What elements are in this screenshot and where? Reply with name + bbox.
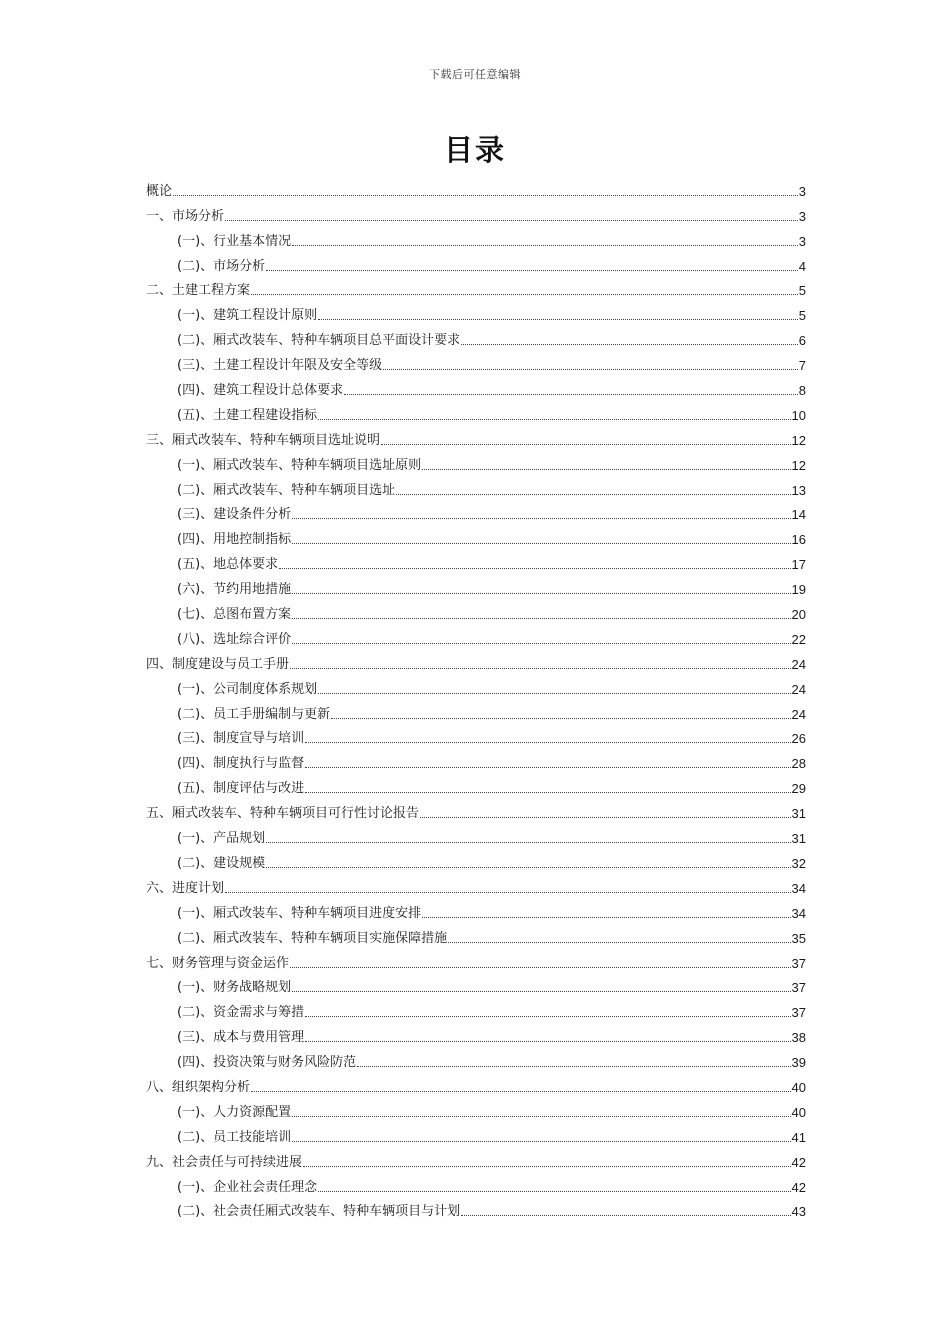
toc-entry[interactable] xyxy=(146,299,806,324)
toc-entry-page-number: 37 xyxy=(791,1005,806,1021)
toc-entry-label: (六)、节约用地措施 xyxy=(177,582,292,598)
toc-entry-page-number: 35 xyxy=(791,930,806,946)
toc-entry-label: (四)、建筑工程设计总体要求 xyxy=(177,383,344,399)
toc-entry[interactable] xyxy=(146,499,806,524)
toc-entry[interactable] xyxy=(146,797,806,822)
toc-entry-page-number: 20 xyxy=(791,607,806,623)
toc-entry-label: (一)、公司制度体系规划 xyxy=(177,681,318,697)
toc-entry-label: 八、组织架构分析 xyxy=(146,1079,251,1095)
toc-entry-page-number: 16 xyxy=(791,532,806,548)
dot-leader xyxy=(305,766,790,768)
toc-entry-label: 七、财务管理与资金运作 xyxy=(146,955,290,971)
toc-entry-page-number: 22 xyxy=(791,631,806,647)
toc-entry-page-number: 24 xyxy=(791,706,806,722)
dot-leader xyxy=(292,517,790,519)
toc-entry[interactable] xyxy=(146,747,806,772)
dot-leader xyxy=(422,916,790,918)
dot-leader xyxy=(225,219,798,221)
dot-leader xyxy=(266,866,790,868)
toc-entry-label: (二)、社会责任厢式改装车、特种车辆项目与计划 xyxy=(177,1204,461,1220)
toc-entry[interactable] xyxy=(146,1146,806,1171)
toc-entry-page-number: 28 xyxy=(791,756,806,772)
toc-entry[interactable] xyxy=(146,424,806,449)
toc-entry-page-number: 42 xyxy=(791,1179,806,1195)
toc-entry-label: (二)、建设规模 xyxy=(177,855,266,871)
toc-entry-page-number: 24 xyxy=(791,656,806,672)
dot-leader xyxy=(290,966,791,968)
toc-entry-page-number: 40 xyxy=(791,1104,806,1120)
toc-entry-page-number: 34 xyxy=(791,880,806,896)
dot-leader xyxy=(266,841,790,843)
dot-leader xyxy=(461,1214,790,1216)
toc-entry[interactable] xyxy=(146,947,806,972)
dot-leader xyxy=(305,1040,790,1042)
toc-entry-page-number: 37 xyxy=(791,980,806,996)
dot-leader xyxy=(266,269,798,271)
toc-entry-label: (五)、土建工程建设指标 xyxy=(177,407,318,423)
dot-leader xyxy=(225,891,791,893)
toc-entry-page-number: 40 xyxy=(791,1079,806,1095)
toc-entry[interactable] xyxy=(146,996,806,1021)
toc-entry-label: 概论 xyxy=(146,183,173,199)
toc-entry[interactable] xyxy=(146,698,806,723)
toc-entry-page-number: 6 xyxy=(798,333,806,349)
toc-entry-label: (五)、制度评估与改进 xyxy=(177,781,305,797)
toc-entry-label: (一)、产品规划 xyxy=(177,831,266,847)
toc-entry-page-number: 17 xyxy=(791,557,806,573)
header-note: 下载后可任意编辑 xyxy=(429,68,521,81)
dot-leader xyxy=(448,941,790,943)
toc-entry[interactable] xyxy=(146,1021,806,1046)
toc-entry-label: (三)、建设条件分析 xyxy=(177,507,292,523)
toc-entry-label: (三)、土建工程设计年限及安全等级 xyxy=(177,358,383,374)
toc-entry[interactable] xyxy=(146,399,806,424)
toc-entry[interactable] xyxy=(146,225,806,250)
dot-leader xyxy=(318,418,790,420)
toc-entry-label: (一)、企业社会责任理念 xyxy=(177,1179,318,1195)
toc-entry-label: (二)、厢式改装车、特种车辆项目选址 xyxy=(177,482,396,498)
toc-entry-label: 四、制度建设与员工手册 xyxy=(146,656,290,672)
toc-entry-label: (四)、用地控制指标 xyxy=(177,532,292,548)
toc-entry-label: (一)、厢式改装车、特种车辆项目进度安排 xyxy=(177,905,422,921)
toc-entry[interactable] xyxy=(146,175,806,200)
dot-leader xyxy=(420,816,791,818)
dot-leader xyxy=(173,194,798,196)
toc-entry-label: (四)、投资决策与财务风险防范 xyxy=(177,1055,357,1071)
table-of-contents xyxy=(146,175,806,1220)
toc-entry[interactable] xyxy=(146,324,806,349)
toc-entry-label: 九、社会责任与可持续进展 xyxy=(146,1154,303,1170)
toc-entry-page-number: 10 xyxy=(791,407,806,423)
toc-entry-page-number: 37 xyxy=(791,955,806,971)
toc-entry-label: (一)、人力资源配置 xyxy=(177,1104,292,1120)
toc-entry[interactable] xyxy=(146,1196,806,1221)
toc-entry[interactable] xyxy=(146,822,806,847)
dot-leader xyxy=(331,717,790,719)
toc-entry-label: (二)、资金需求与筹措 xyxy=(177,1005,305,1021)
dot-leader xyxy=(305,741,790,743)
toc-entry-label: (三)、成本与费用管理 xyxy=(177,1030,305,1046)
toc-entry[interactable] xyxy=(146,1171,806,1196)
dot-leader xyxy=(305,1015,790,1017)
toc-entry-page-number: 7 xyxy=(798,358,806,374)
toc-entry-label: (三)、制度宣导与培训 xyxy=(177,731,305,747)
toc-entry-label: (四)、制度执行与监督 xyxy=(177,756,305,772)
toc-entry-page-number: 31 xyxy=(791,806,806,822)
toc-entry-label: (二)、市场分析 xyxy=(177,258,266,274)
dot-leader xyxy=(344,393,798,395)
toc-entry-label: 三、厢式改装车、特种车辆项目选址说明 xyxy=(146,432,381,448)
dot-leader xyxy=(292,617,790,619)
toc-entry-page-number: 34 xyxy=(791,905,806,921)
toc-entry-page-number: 14 xyxy=(791,507,806,523)
toc-entry[interactable] xyxy=(146,349,806,374)
toc-entry[interactable] xyxy=(146,673,806,698)
toc-entry-page-number: 4 xyxy=(798,258,806,274)
dot-leader xyxy=(318,1190,790,1192)
dot-leader xyxy=(251,293,798,295)
toc-entry-page-number: 26 xyxy=(791,731,806,747)
toc-entry[interactable] xyxy=(146,972,806,997)
toc-entry-label: (七)、总图布置方案 xyxy=(177,607,292,623)
toc-entry-label: 六、进度计划 xyxy=(146,880,225,896)
toc-entry-page-number: 12 xyxy=(791,432,806,448)
toc-entry-label: (二)、厢式改装车、特种车辆项目实施保障措施 xyxy=(177,930,448,946)
dot-leader xyxy=(381,443,791,445)
dot-leader xyxy=(396,493,790,495)
toc-title: 目录 xyxy=(443,133,506,167)
dot-leader xyxy=(318,318,798,320)
toc-entry[interactable] xyxy=(146,1071,806,1096)
toc-entry-page-number: 38 xyxy=(791,1030,806,1046)
dot-leader xyxy=(292,1115,790,1117)
toc-entry[interactable] xyxy=(146,474,806,499)
toc-entry-page-number: 24 xyxy=(791,681,806,697)
toc-entry[interactable] xyxy=(146,200,806,225)
toc-entry[interactable] xyxy=(146,772,806,797)
toc-entry[interactable] xyxy=(146,723,806,748)
toc-entry[interactable] xyxy=(146,872,806,897)
toc-entry-page-number: 5 xyxy=(798,308,806,324)
dot-leader xyxy=(357,1065,790,1067)
toc-entry-label: (一)、建筑工程设计原则 xyxy=(177,308,318,324)
toc-entry[interactable] xyxy=(146,598,806,623)
toc-entry[interactable] xyxy=(146,648,806,673)
toc-entry-page-number: 3 xyxy=(798,233,806,249)
toc-entry-label: (一)、厢式改装车、特种车辆项目选址原则 xyxy=(177,457,422,473)
toc-entry[interactable] xyxy=(146,897,806,922)
toc-entry-label: (二)、员工手册编制与更新 xyxy=(177,706,331,722)
toc-entry[interactable] xyxy=(146,922,806,947)
toc-entry-page-number: 12 xyxy=(791,457,806,473)
toc-entry[interactable] xyxy=(146,250,806,275)
dot-leader xyxy=(279,567,790,569)
toc-entry-label: (五)、地总体要求 xyxy=(177,557,279,573)
toc-entry-page-number: 8 xyxy=(798,383,806,399)
toc-entry[interactable] xyxy=(146,847,806,872)
toc-entry-page-number: 3 xyxy=(798,183,806,199)
toc-entry-page-number: 41 xyxy=(791,1129,806,1145)
toc-entry-label: 一、市场分析 xyxy=(146,208,225,224)
dot-leader xyxy=(318,692,790,694)
toc-entry[interactable] xyxy=(146,548,806,573)
toc-entry-label: (一)、行业基本情况 xyxy=(177,233,292,249)
toc-entry[interactable] xyxy=(146,623,806,648)
dot-leader xyxy=(303,1165,791,1167)
toc-entry-label: 二、土建工程方案 xyxy=(146,283,251,299)
toc-entry-label: (二)、员工技能培训 xyxy=(177,1129,292,1145)
toc-entry-page-number: 39 xyxy=(791,1055,806,1071)
dot-leader xyxy=(292,642,790,644)
toc-entry-page-number: 31 xyxy=(791,831,806,847)
dot-leader xyxy=(251,1090,791,1092)
dot-leader xyxy=(292,1140,790,1142)
toc-entry-page-number: 32 xyxy=(791,855,806,871)
toc-entry-page-number: 29 xyxy=(791,781,806,797)
dot-leader xyxy=(461,343,798,345)
toc-entry[interactable] xyxy=(146,374,806,399)
toc-entry-label: (二)、厢式改装车、特种车辆项目总平面设计要求 xyxy=(177,333,461,349)
toc-entry-label: (八)、选址综合评价 xyxy=(177,631,292,647)
dot-leader xyxy=(292,990,790,992)
toc-entry-page-number: 19 xyxy=(791,582,806,598)
toc-entry[interactable] xyxy=(146,523,806,548)
toc-entry[interactable] xyxy=(146,1046,806,1071)
dot-leader xyxy=(422,468,790,470)
dot-leader xyxy=(290,667,791,669)
toc-entry-label: (一)、财务战略规划 xyxy=(177,980,292,996)
dot-leader xyxy=(292,592,790,594)
toc-entry-page-number: 3 xyxy=(798,208,806,224)
dot-leader xyxy=(292,542,790,544)
dot-leader xyxy=(292,244,798,246)
dot-leader xyxy=(383,368,798,370)
dot-leader xyxy=(305,791,790,793)
toc-entry[interactable] xyxy=(146,573,806,598)
toc-entry[interactable] xyxy=(146,1096,806,1121)
toc-entry[interactable] xyxy=(146,1121,806,1146)
toc-entry[interactable] xyxy=(146,449,806,474)
toc-entry[interactable] xyxy=(146,275,806,300)
toc-entry-page-number: 43 xyxy=(791,1204,806,1220)
toc-entry-page-number: 13 xyxy=(791,482,806,498)
toc-entry-page-number: 5 xyxy=(798,283,806,299)
toc-entry-page-number: 42 xyxy=(791,1154,806,1170)
toc-entry-label: 五、厢式改装车、特种车辆项目可行性讨论报告 xyxy=(146,806,420,822)
